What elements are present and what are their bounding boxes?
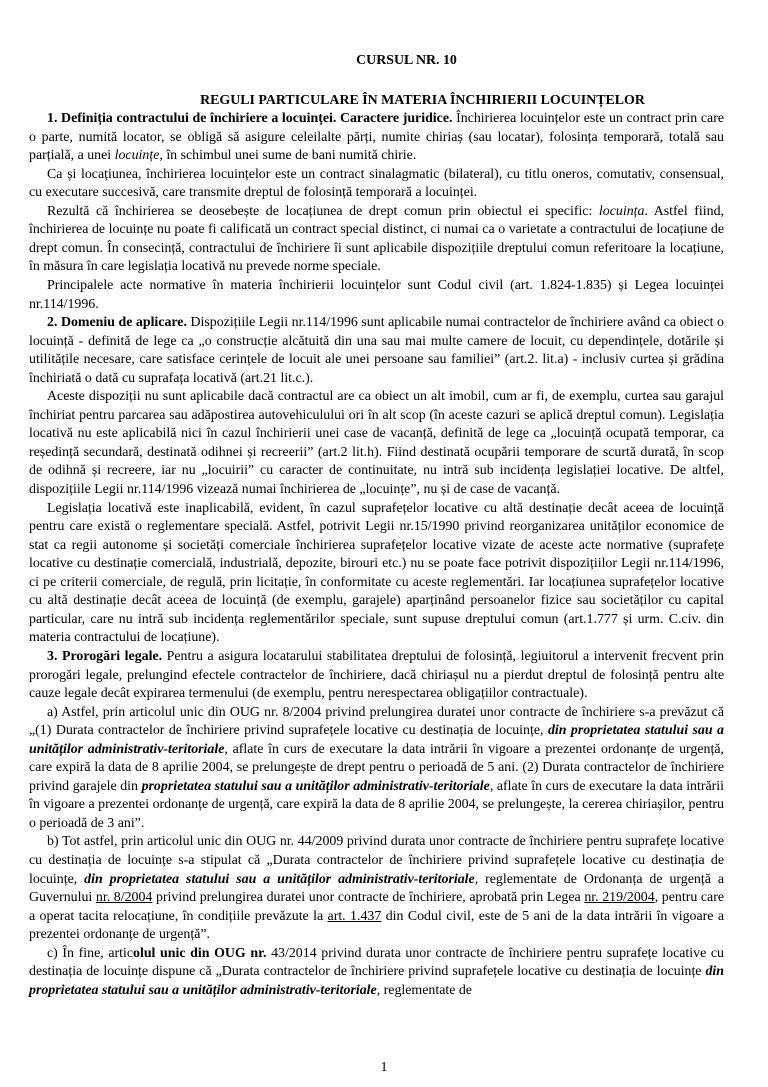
- paragraph-scope: 2. Domeniu de aplicare. Dispozițiile Legii nr.114/1996 sunt aplicabile numai contractelor de închiriere având ca obiect o locuință - definită de lege ca „o construcție alcătuită din una sau mai multe camere de locuit, cu dependințele, dotările și utilitățile necesare, care satisface cerințele de locuit ale unei persoane sau familiei” (art.2. lit.a) - inclusiv curtea și grădina închiriată o dată cu suprafața locativă (art.21 lit.c.).: [29, 315, 724, 386]
- paragraph-extensions: 3. Prorogări legale. Pentru a asigura locatarului stabilitatea dreptului de folosință, legiuitorul a intervenit frecvent prin prorogări legale, prelungind efectele contractelor de închiriere, dacă chiriașul nu a pierdut dreptul de folosință pentru alte cauze legale decât expirarea termenului (de exemplu, pentru nerespectarea obligațiilor contractuale).: [29, 648, 724, 702]
- heading-definition: 1. Definiția contractului de închiriere a locuinței. Caractere juridice.: [47, 111, 453, 127]
- section-subtitle: REGULI PARTICULARE ÎN MATERIA ÎNCHIRIERII LOCUINȚELOR: [200, 92, 645, 108]
- link-oug-8-2004[interactable]: nr. 8/2004: [95, 890, 153, 906]
- paragraph-characteristics: Ca și locațiunea, închirierea locuințelor este un contract sinalagmatic (bilateral), cu titlu oneros, comutativ, consensual, cu executare succesivă, care transmite dreptul de folosință temporară a locuinței.: [29, 166, 724, 201]
- paragraph-object: Rezultă că închirierea se deosebește de locațiunea de drept comun prin obiectul ei specific: locuința. Astfel fiind, închirierea de locuințe nu poate fi calificată un contract special distinct, ci numai ca o varietate a contractului de locațiune de drept comun. În consecință, contractului de închiriere îi sunt aplicabile dispozițiile dreptului comun referitoare la locațiune, în măsura în care legislația locativă nu prevede norme speciale.: [29, 203, 724, 275]
- paragraph-definition: 1. Definiția contractului de închiriere a locuinței. Caractere juridice. Închirierea locuințelor este un contract prin care o parte, numită locator, se obligă să asigure celeilalte părți, numite chiriaș (sau locatar), folosința temporară, totală sau parțială, a unei locuințe, în schimbul unei sume de bani numită chirie.: [29, 111, 724, 164]
- course-title: CURSUL NR. 10: [356, 53, 457, 68]
- link-art-1437[interactable]: art. 1.437: [327, 908, 382, 924]
- heading-scope: 2. Domeniu de aplicare.: [47, 315, 187, 331]
- paragraph-other-destinations: Legislația locativă este inaplicabilă, evident, în cazul suprafețelor locative cu altă destinație decât aceea de locuință pentru care există o reglementare specială. Astfel, potrivit Legii nr.15/1990 privind reorganizarea unităților economice de stat ca regii autonome și societăți comerciale închirierea suprafețelor locative vizate de aceste acte normative (suprafețe locative cu destinație comercială, industrială, depozite, birouri etc.) nu se poate face potrivit dispozițiilor Legii nr.114/1996, ci pe criterii comerciale, de regulă, prin licitație, în conformitate cu aceste reglementări. Iar locațiunea suprafețelor locative cu altă destinație decât aceea de locuință (de exemplu, garajele) aparținând persoanelor fizice sau societăților cu capital particular, care nu intră sub incidența reglementărilor speciale, sunt supuse dreptului comun (art.1.777 și urm. C.civ. din materia contractului de locațiune).: [29, 500, 724, 646]
- paragraph-oug-44-2009: b) Tot astfel, prin articolul unic din OUG nr. 44/2009 privind durata unor contracte de închiriere pentru suprafețe locative cu destinația de locuințe s-a stipulat că „Durata contractelor de închiriere privind suprafețele locative cu destinația de locuințe, din proprietatea statului sau a unităților administrativ-teritoriale, reglementate de Ordonanța de urgență a Guvernului nr. 8/2004 privind prelungirea duratei unor contracte de închiriere, aprobată prin Legea nr. 219/2004, pentru care a operat tacita relocațiune, în condițiile prevăzute la art. 1.437 din Codul civil, este de 5 ani de la data intrării în vigoare a prezentei ordonanțe de urgență”.: [29, 834, 725, 943]
- paragraph-exceptions: Aceste dispoziții nu sunt aplicabile dacă contractul are ca obiect un alt imobil, cum ar fi, de exemplu, curtea sau garajul închiriat pentru parcarea sau adăpostirea autovehiculului ori în alt scop (în aceste cazuri se aplică dreptul comun). Legislația locativă nu este aplicabilă nici în cazul închirierii unei case de vacanță, definită de lege ca „locuință ocupată temporar, ca reședință secundară, destinată odihnei și recreerii” (art.2 lit.h). Fiind destinată ocupării temporare de scurtă durată, în scop de odihnă și recreere, iar nu „locuirii” cu caracter de continuitate, nu intră sub incidența legislației locative. De altfel, dispozițiile Legii nr.114/1996 vizează numai închirierea de „locuințe”, nu și de case de vacanță.: [29, 389, 724, 498]
- page-number: 1: [380, 1060, 388, 1075]
- paragraph-legal-acts: Principalele acte normative în materia închirierii locuințelor sunt Codul civil (art. 1.824-1.835) și Legea locuinței nr.114/1996.: [29, 278, 724, 312]
- paragraph-oug-8-2004: a) Astfel, prin articolul unic din OUG nr. 8/2004 privind prelungirea duratei unor contracte de închiriere s-a prevăzut că „(1) Durata contractelor de închiriere privind suprafețele locative cu destinația de locuințe, din proprietatea statului sau a unităților administrativ-teritoriale, aflate în curs de executare la data intrării în vigoare a prezentei ordonanțe de urgență, care expiră la data de 8 aprilie 2004, se prelungește de drept pentru o perioadă de 5 ani. (2) Durata contractelor de închiriere privind garajele din proprietatea statului sau a unităților administrativ-teritoriale, aflate în curs de executare la data intrării în vigoare a prezentei ordonanțe de urgență, care expiră la data de 8 aprilie 2004, se prelungește, la cererea chiriașilor, pentru o perioadă de 3 ani”.: [29, 704, 724, 831]
- heading-extensions: 3. Prorogări legale.: [47, 648, 163, 664]
- paragraph-oug-43-2014: c) În fine, articolul unic din OUG nr. 43/2014 privind durata unor contracte de închiriere pentru suprafețe locative cu destinația de locuințe dispune că „Durata contractelor de închiriere privind suprafețele locative cu destinația de locuințe din proprietatea statului sau a unităților administrativ-teritoriale, reglementate de: [29, 945, 724, 998]
- link-lege-219-2004[interactable]: nr. 219/2004: [584, 890, 655, 906]
